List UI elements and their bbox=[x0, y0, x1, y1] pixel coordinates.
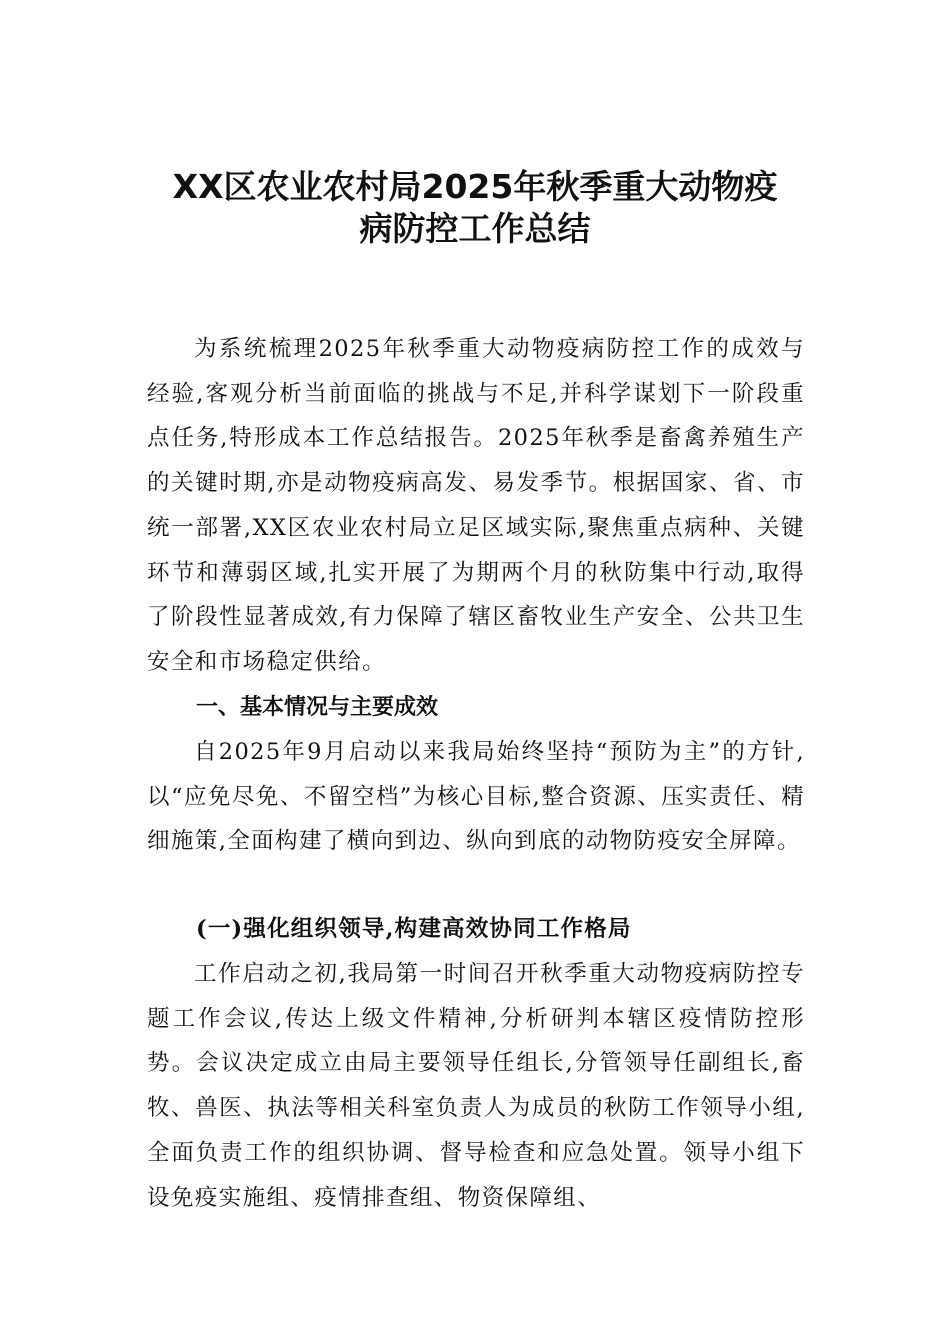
subsection1-paragraph: 工作启动之初,我局第一时间召开秋季重大动物疫病防控专题工作会议,传达上级文件精神,分析研判本辖区疫情防控形势。会议决定成立由局主要领导任组长,分管领导任副组长,畜牧、兽医、执法等相关科室负责人为成员的秋防工作领导小组,全面负责工作的组织协调、督导检查和应急处置。领导小组下设免疫实施组、疫情排查组、物资保障组、 bbox=[147, 961, 805, 1211]
section1-paragraph: 自2025年9月启动以来我局始终坚持“预防为主”的方针,以“应免尽免、不留空档”为核心目标,整合资源、压实责任、精细施策,全面构建了横向到边、纵向到底的动物防疫安全屏障。 bbox=[147, 739, 805, 855]
document-title-line-2: 病防控工作总结 bbox=[359, 209, 591, 248]
document-title-line-1: XX区农业农村局2025年秋季重大动物疫 bbox=[172, 167, 778, 206]
section-heading-basic-situation: 一、基本情况与主要成效 bbox=[196, 695, 439, 720]
intro-paragraph: 为系统梳理2025年秋季重大动物疫病防控工作的成效与经验,客观分析当前面临的挑战与不足,并科学谋划下一阶段重点任务,特形成本工作总结报告。2025年秋季是畜禽养殖生产的关键时期,亦是动物疫病高发、易发季节。根据国家、省、市统一部署,XX区农业农村局立足区域实际,聚焦重点病种、关键环节和薄弱区域,扎实开展了为期两个月的秋防集中行动,取得了阶段性显著成效,有力保障了辖区畜牧业生产安全、公共卫生安全和市场稳定供给。 bbox=[147, 336, 805, 675]
subsection-heading-organization: (一)强化组织领导,构建高效协同工作格局 bbox=[196, 916, 632, 942]
